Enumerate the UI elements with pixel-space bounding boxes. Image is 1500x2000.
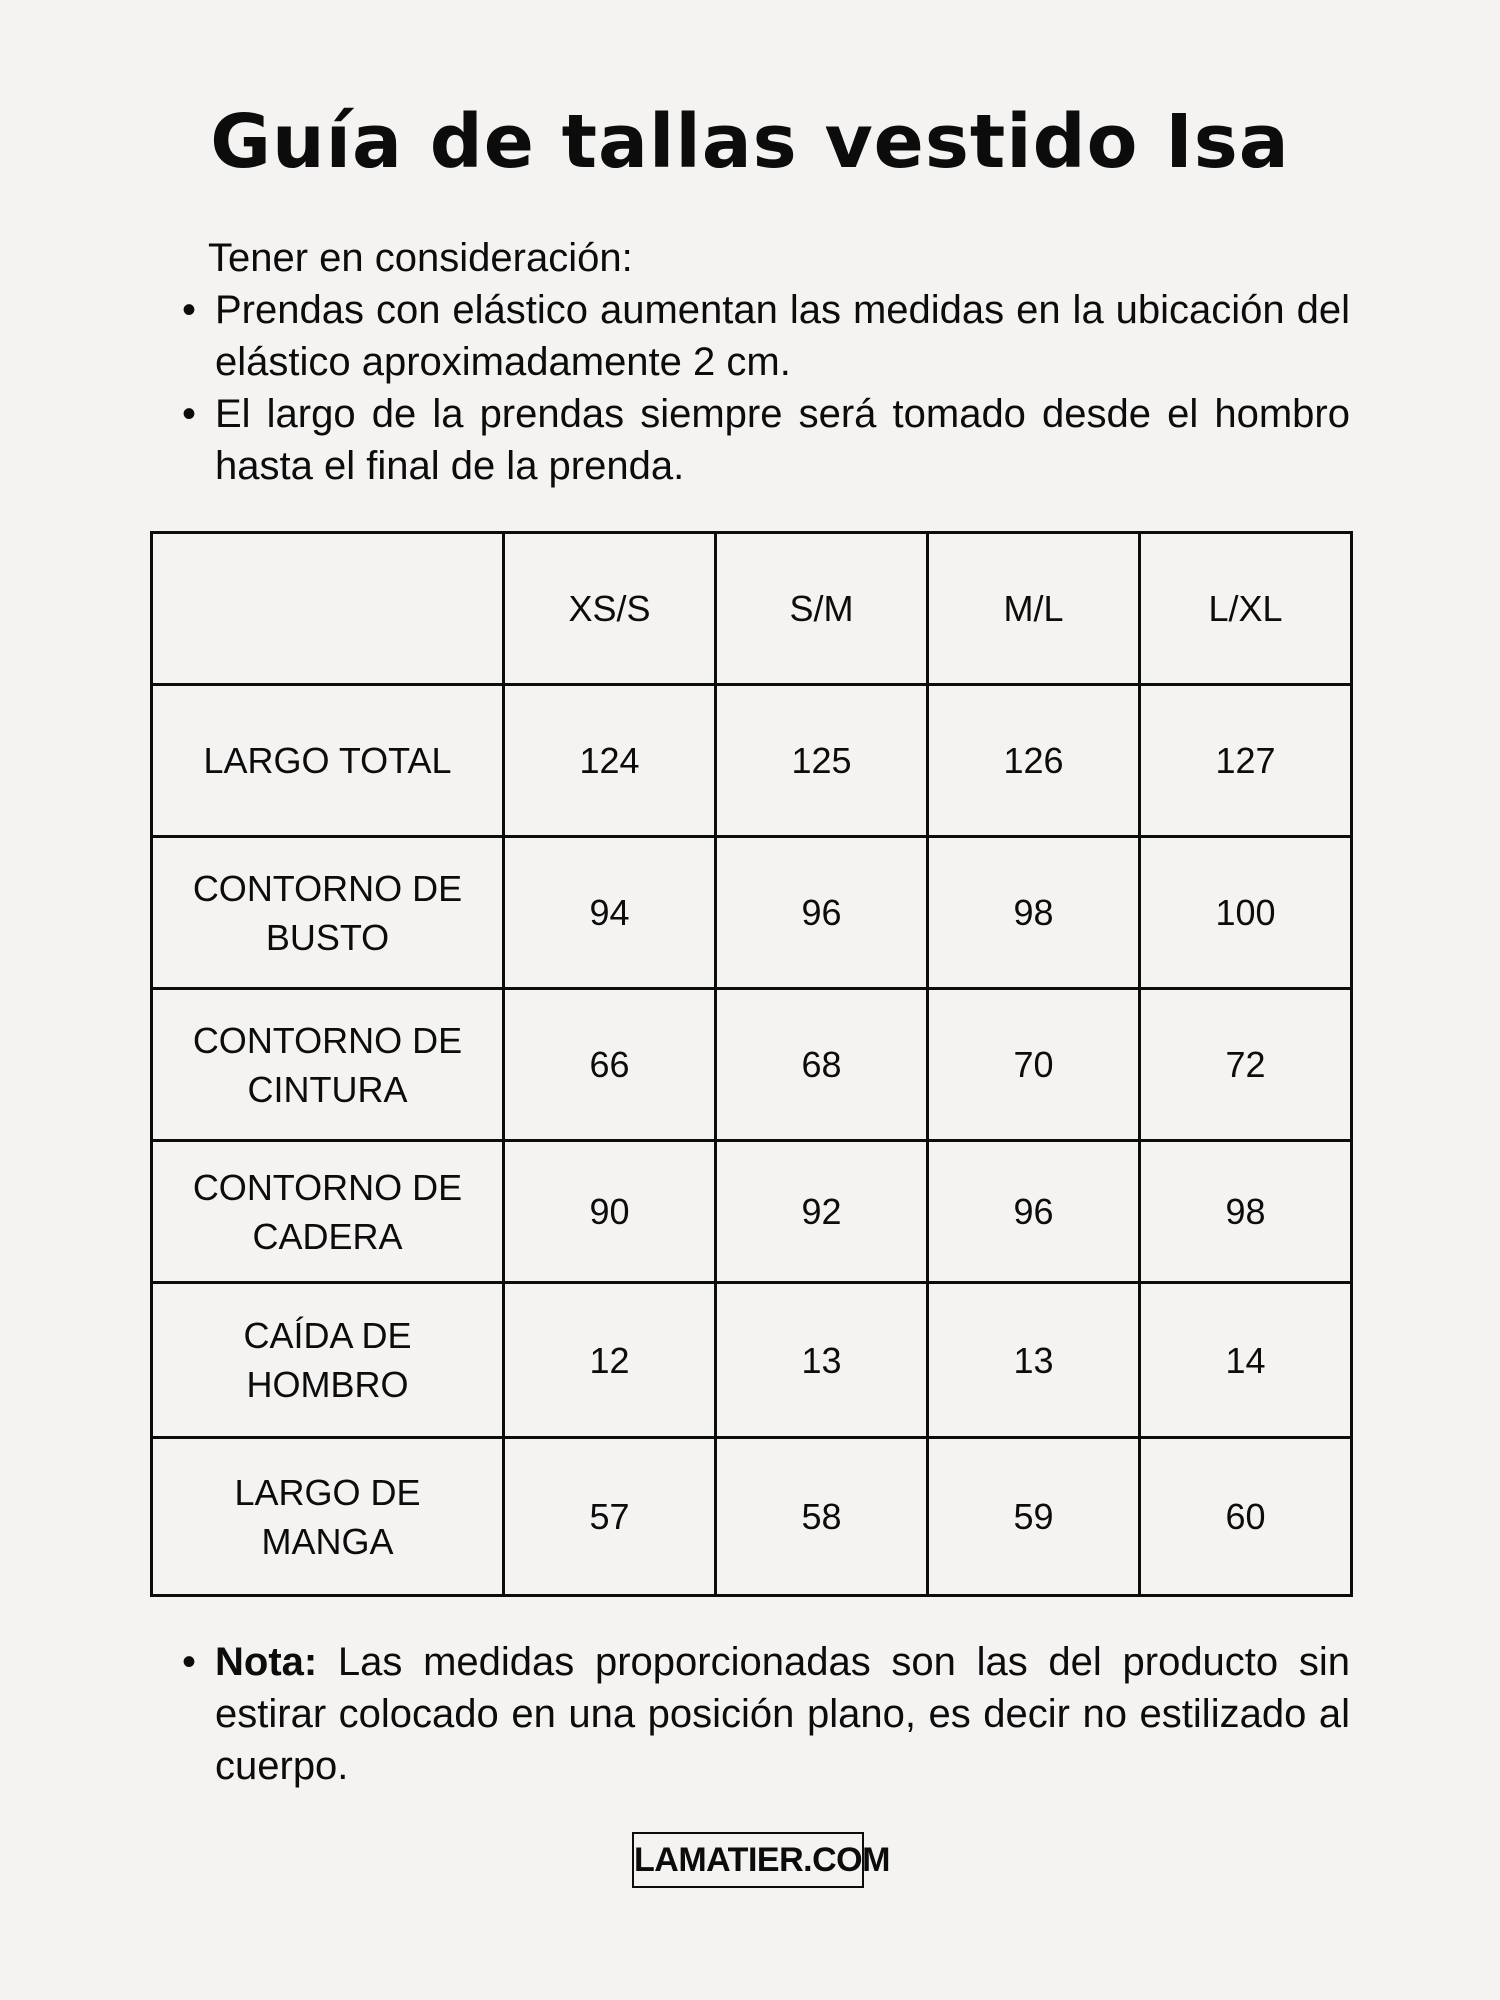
table-row — [152, 989, 1352, 1141]
table-cell: 90 — [504, 1141, 716, 1283]
table-row — [152, 837, 1352, 989]
consideration-item — [182, 284, 1350, 388]
table-cell: 96 — [716, 837, 928, 989]
table-cell: 126 — [928, 685, 1140, 837]
table-cell: 59 — [928, 1438, 1140, 1596]
table-cell: 12 — [504, 1283, 716, 1438]
bullet-icon: • — [182, 288, 197, 332]
size-table — [150, 531, 1353, 1597]
table-cell: 100 — [1140, 837, 1352, 989]
table-cell: 14 — [1140, 1283, 1352, 1438]
table-cell: 68 — [716, 989, 928, 1141]
table-cell: 58 — [716, 1438, 928, 1596]
table-header-row — [152, 533, 1352, 685]
note-text: Las medidas proporcionadas son las del producto sin estirar colocado en una posición plano, es decir no estilizado al cuerpo. — [215, 1640, 1350, 1788]
consideration-item — [182, 388, 1350, 492]
note-list — [182, 1636, 1350, 1792]
table-cell: 13 — [928, 1283, 1140, 1438]
table-cell: 96 — [928, 1141, 1140, 1283]
table-row — [152, 1438, 1352, 1596]
table-cell: 124 — [504, 685, 716, 837]
row-label: LARGO DE MANGA — [152, 1438, 504, 1596]
size-header: XS/S — [504, 533, 716, 685]
consideration-list — [182, 284, 1350, 492]
page-title: Guía de tallas vestido Isa — [210, 99, 1290, 185]
table-cell: 72 — [1140, 989, 1352, 1141]
row-label: CONTORNO DE BUSTO — [152, 837, 504, 989]
consideration-heading: Tener en consideración: — [208, 236, 633, 280]
table-cell: 60 — [1140, 1438, 1352, 1596]
table-corner-cell — [152, 533, 504, 685]
consideration-text: Prendas con elástico aumentan las medidas en la ubicación del elástico aproximadamente 2 cm. — [215, 288, 1350, 384]
table-cell: 66 — [504, 989, 716, 1141]
table-cell: 98 — [1140, 1141, 1352, 1283]
row-label: CONTORNO DE CADERA — [152, 1141, 504, 1283]
row-label: CAÍDA DE HOMBRO — [152, 1283, 504, 1438]
table-cell: 92 — [716, 1141, 928, 1283]
bullet-icon: • — [182, 1640, 197, 1684]
bullet-icon: • — [182, 392, 197, 436]
size-header: S/M — [716, 533, 928, 685]
table-row — [152, 685, 1352, 837]
table-cell: 70 — [928, 989, 1140, 1141]
consideration-text: El largo de la prendas siempre será tomado desde el hombro hasta el final de la prenda. — [215, 392, 1350, 488]
table-cell: 13 — [716, 1283, 928, 1438]
size-header: M/L — [928, 533, 1140, 685]
table-row — [152, 1283, 1352, 1438]
website-badge: LAMATIER.COM — [632, 1832, 864, 1888]
note-item — [182, 1636, 1350, 1792]
size-header: L/XL — [1140, 533, 1352, 685]
table-cell: 98 — [928, 837, 1140, 989]
row-label: CONTORNO DE CINTURA — [152, 989, 504, 1141]
table-cell: 57 — [504, 1438, 716, 1596]
table-cell: 94 — [504, 837, 716, 989]
table-cell: 127 — [1140, 685, 1352, 837]
table-row — [152, 1141, 1352, 1283]
row-label: LARGO TOTAL — [152, 685, 504, 837]
table-cell: 125 — [716, 685, 928, 837]
note-label: Nota: — [215, 1640, 318, 1684]
